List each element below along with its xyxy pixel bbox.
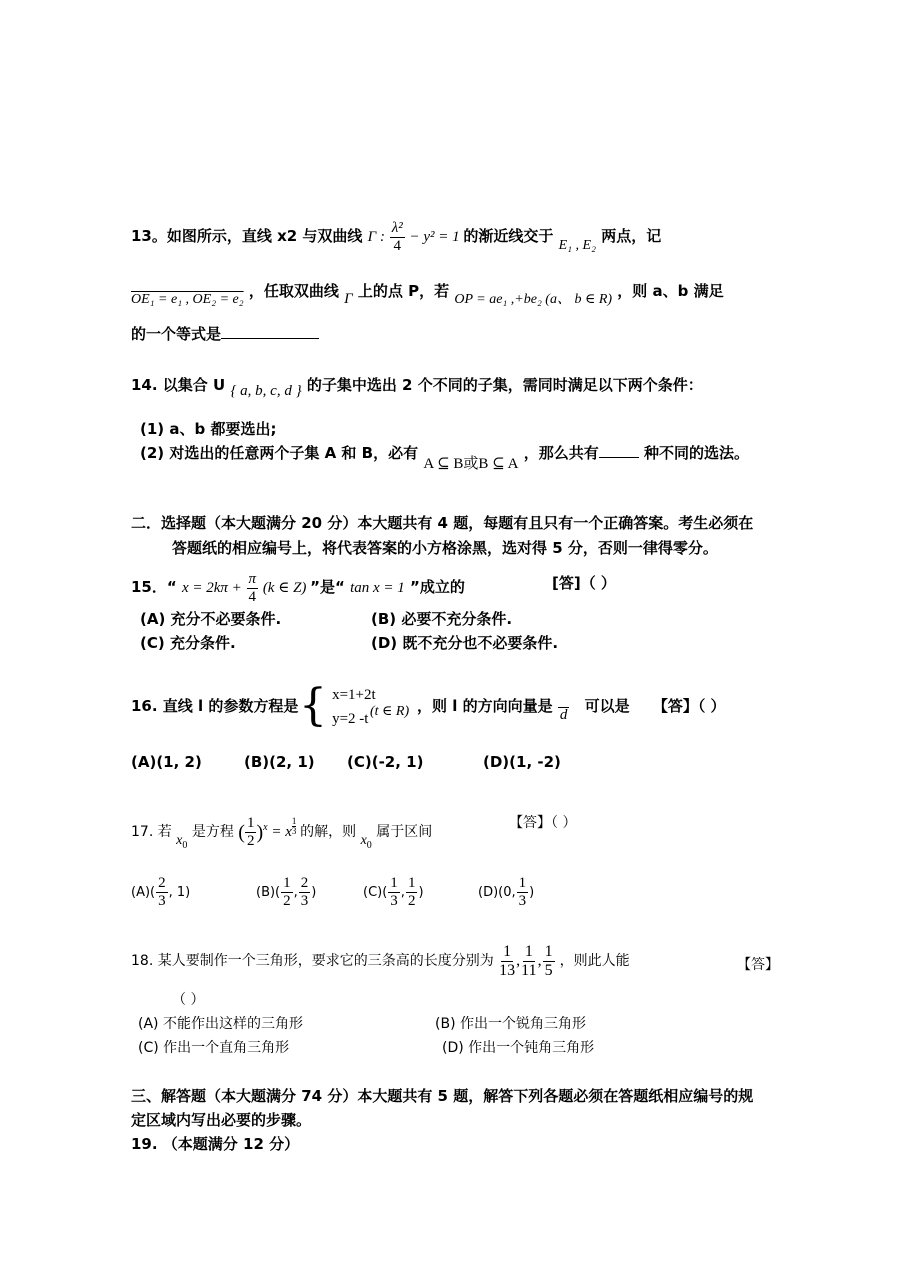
q17-option-d: (D)(0, $\frac{1}{3}$ ) bbox=[478, 875, 535, 909]
q14-condition-1: (1) a、b 都要选出; bbox=[140, 420, 277, 438]
q16-eq-x: x=1+2t bbox=[332, 687, 376, 703]
q13-line3 bbox=[131, 327, 319, 342]
q17-x0: $x_0$ bbox=[176, 832, 188, 851]
q14-subset-math: A ⊆ B或B ⊆ A bbox=[423, 456, 519, 472]
q17-answer-bracket: 【答】（ ） bbox=[509, 815, 577, 831]
q15-option-b: (B) 必要不充分条件. bbox=[371, 610, 513, 628]
q16-param-system bbox=[299, 680, 376, 731]
q17-x0-2: $x_0$ bbox=[360, 832, 372, 851]
q16-stem-label: 16. 直线 l 的参数方程是 bbox=[131, 697, 299, 715]
q14-stem: 14. 以集合 U { a, b, c, d } 的子集中选出 2 个不同的子集，需同时满足以下两个条件： bbox=[131, 376, 703, 399]
q17-option-a: (A)( $\frac{2}{3}$ , 1) bbox=[131, 875, 191, 909]
q17-equation: ( $\frac{1}{2}$ )$^x$ = x $^{\frac{1}{3}}$ bbox=[238, 815, 297, 849]
q13-points: E₁ , E₂ bbox=[558, 237, 596, 253]
q15-option-d: (D) 既不充分也不必要条件. bbox=[371, 634, 559, 652]
q18-answer-label: 【答】 bbox=[737, 957, 779, 973]
q15-condition-expr: x = 2kπ + $\frac{\pi}{4}$ (k ∈ Z) bbox=[181, 571, 307, 605]
section3-heading: 三、解答题（本大题满分 74 分）本大题共有 5 题，解答下列各题必须在答题纸相应编号的规 bbox=[131, 1087, 754, 1105]
q13-line1 bbox=[131, 221, 661, 254]
q15-stem: 15．“ x = 2kπ + $\frac{\pi}{4}$ (k ∈ Z) ”是“ tan x = 1 ”成立的 bbox=[131, 571, 465, 605]
q18-option-d: (D) 作出一个钝角三角形 bbox=[442, 1040, 595, 1056]
q18-stem: 18. 某人要制作一个三角形，要求它的三条高的长度分别为 $\frac{1}{13}$ , $\frac{1}{11}$ , $\frac{1}{5}$ ，则此人能 bbox=[131, 943, 630, 979]
q13-take-text: ，任取双曲线 bbox=[248, 282, 339, 300]
q13-vector-op: OP = ae₁ ,+be₂ (a、 b ∈ R) bbox=[454, 292, 613, 307]
q14-set: { a, b, c, d } bbox=[230, 383, 302, 399]
q15-option-c: (C) 充分条件. bbox=[140, 634, 236, 652]
q16-option-b: (B)(2, 1) bbox=[244, 753, 315, 771]
q13-answer-blank bbox=[221, 338, 319, 339]
q13-stem: 13。如图所示，直线 x2 与双曲线 bbox=[131, 226, 363, 245]
q16-answer-bracket: 【答】（ ） bbox=[652, 697, 726, 715]
section3-instructions: 定区域内写出必要的步骤。 bbox=[131, 1111, 312, 1129]
q16-direction-text: ，则 l 的方向向量是 d 可以是 【答】（ ） bbox=[417, 697, 726, 723]
q16-option-a: (A)(1, 2) bbox=[131, 753, 202, 771]
q13-then-text: ，则 a、b 满足 bbox=[617, 282, 724, 300]
q13-gamma: Γ bbox=[344, 291, 353, 307]
q16-option-c: (C)(-2, 1) bbox=[347, 753, 424, 771]
section2-heading: 二．选择题（本大题满分 20 分）本大题共有 4 题，每题有且只有一个正确答案。考生必须在 bbox=[131, 514, 754, 532]
q13-point-text: 上的点 P，若 bbox=[357, 282, 450, 300]
q13-curve: Γ : $\frac{\text{λ²}}{4}$ − y² = 1 bbox=[367, 220, 460, 254]
q16-eq-y: y=2 -t bbox=[332, 711, 369, 727]
q15-answer-bracket: [答]（ ） bbox=[552, 574, 616, 592]
q18-heights: $\frac{1}{13}$ , $\frac{1}{11}$ , $\frac{1}{5}$ bbox=[499, 943, 553, 979]
q14-answer-blank bbox=[599, 457, 639, 458]
q17-option-c: (C)( $\frac{1}{3}$ , $\frac{1}{2}$ ) bbox=[363, 875, 424, 909]
q19-title: 19. （本题满分 12 分） bbox=[131, 1135, 300, 1153]
q16-vector-d: d bbox=[559, 707, 568, 723]
q13-asymptote-text: 的渐近线交于 bbox=[463, 226, 554, 245]
q18-option-a: (A) 不能作出这样的三角形 bbox=[138, 1016, 303, 1032]
q18-answer-bracket: （ ） bbox=[172, 992, 205, 1008]
q13-vector-def: OE₁ = e₁ , OE₂ = e₂ bbox=[131, 292, 244, 307]
q15-option-a: (A) 充分不必要条件. bbox=[140, 610, 282, 628]
q16-brace: { bbox=[299, 680, 327, 731]
q18-option-b: (B) 作出一个锐角三角形 bbox=[435, 1016, 586, 1032]
q16-param-domain: (t ∈ R) bbox=[370, 704, 410, 719]
q13-two-points: 两点，记 bbox=[601, 226, 662, 245]
q13-equation-text: 的一个等式是 bbox=[131, 325, 222, 343]
section2-instructions: 答题纸的相应编号上，将代表答案的小方格涂黑，选对得 5 分，否则一律得零分。 bbox=[172, 539, 718, 557]
q17-option-b: (B)( $\frac{1}{2}$ , $\frac{2}{3}$ ) bbox=[256, 875, 317, 909]
q18-option-c: (C) 作出一个直角三角形 bbox=[138, 1040, 290, 1056]
q15-tan-expr: tan x = 1 bbox=[350, 579, 405, 596]
q13-line2 bbox=[131, 282, 724, 307]
q16-option-d: (D)(1, -2) bbox=[483, 753, 561, 771]
q17-stem: 17. 若 $x_0$ 是方程 ( $\frac{1}{2}$ )$^x$ = x $^{\frac{1}{3}}$ 的解，则 $x_0$ 属于区间 bbox=[131, 815, 433, 851]
q14-condition-2: (2) 对选出的任意两个子集 A 和 B，必有 A ⊆ B或B ⊆ A ，那么共有 种不同的选法。 bbox=[140, 444, 749, 472]
